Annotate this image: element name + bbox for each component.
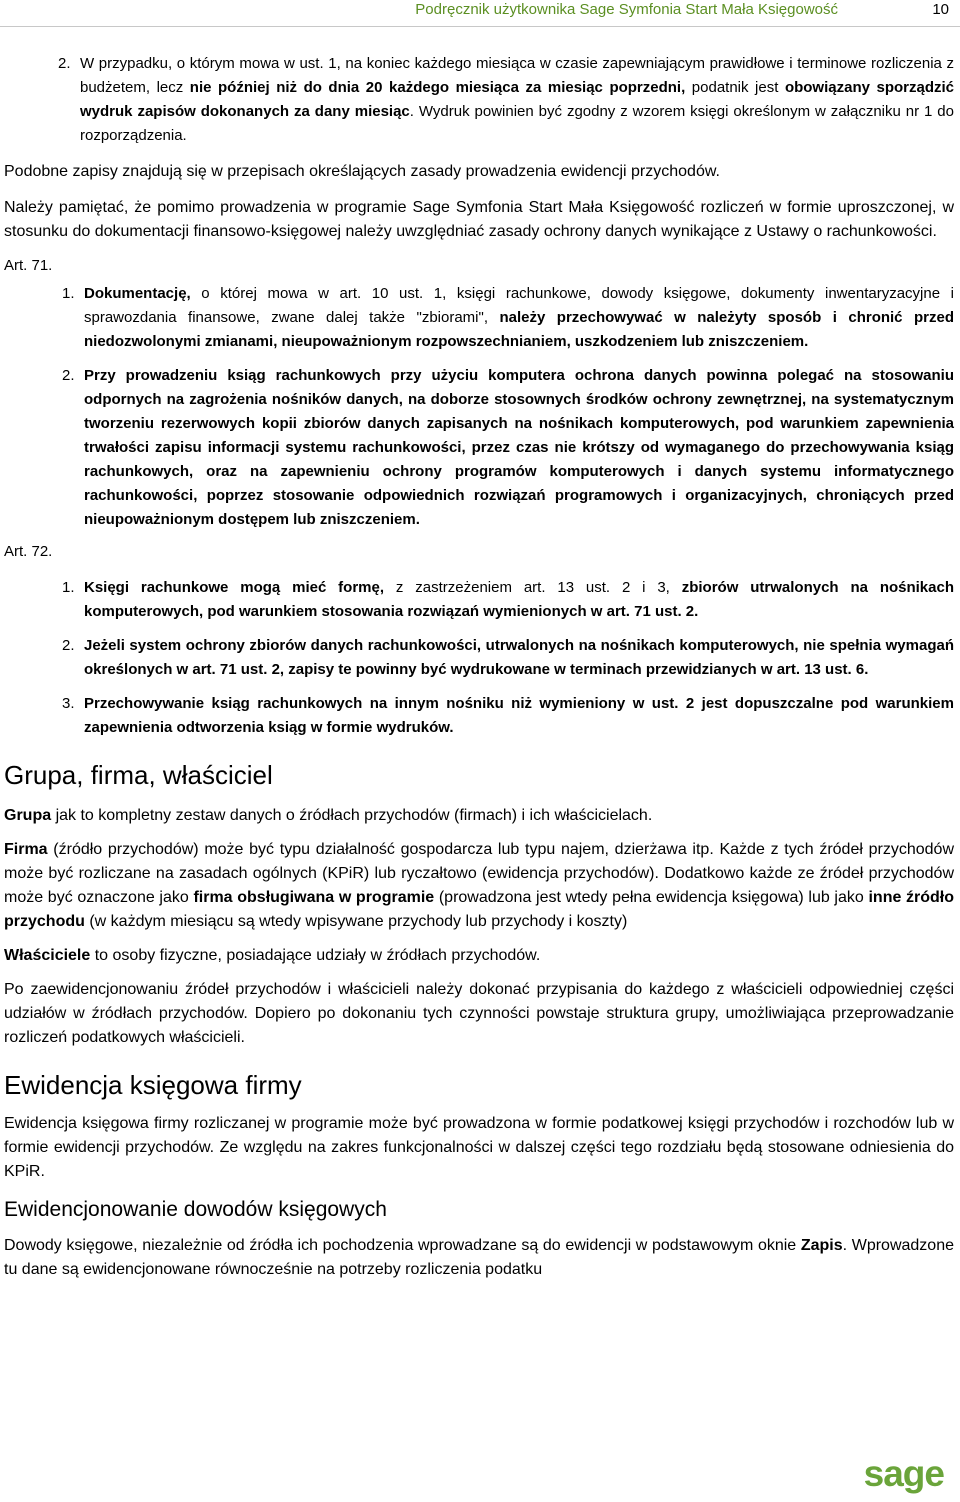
header-title: Podręcznik użytkownika Sage Symfonia Start Mała Księgowość — [415, 1, 838, 18]
bold-run: Dokumentację, — [84, 285, 191, 302]
text-run: Dowody księgowe, niezależnie od źródła ich pochodzenia wprowadzane są do ewidencji w podstawowym oknie — [4, 1237, 801, 1254]
bold-run: zbiorów utrwalonych na nośnikach komputerowych, pod warunkiem stosowania rozwiązań wymienionych w art. 71 ust. 2. — [84, 579, 955, 620]
sage-logo: sage — [863, 1453, 944, 1494]
list-number: 1. — [62, 579, 75, 596]
list-text — [84, 282, 954, 354]
article-71 — [4, 254, 954, 532]
list-number: 2. — [62, 367, 75, 384]
bold-run: należy przechowywać w należyty sposób i chronić przed niedozwolonymi zmianami, nieupoważnionym rozpowszechnianiem, uszkodzeniem lub zniszczeniem. — [84, 309, 954, 350]
article-item — [62, 576, 954, 624]
intro-list-item — [4, 52, 954, 148]
article-item — [62, 634, 954, 682]
paragraph-grupa — [4, 804, 954, 828]
list-number: 2. — [62, 637, 75, 654]
article-item — [62, 364, 954, 532]
bold-run: Zapis — [800, 1237, 843, 1254]
bold-run: Firma — [4, 841, 48, 858]
list-text — [84, 576, 954, 624]
bold-run: Grupa — [4, 807, 52, 824]
article-label: Art. 72. — [4, 543, 53, 560]
article-body — [4, 282, 954, 532]
paragraph-firma — [4, 838, 954, 934]
text-run: jak to kompletny zestaw danych o źródłach przychodów (firmach) i ich właścicielach. — [51, 807, 653, 824]
bold-run: firma obsługiwana w programie — [193, 889, 435, 906]
text-run: (źródło przychodów) może być typu działalność gospodarcza lub typu najem, dzierżawa itp. Każde z tych źródeł przychodów może być rozliczane na zasadach ogólnych (KPiR) lub ryczałtowo (ewidencja przychodów). Dodatkowo każde ze źródeł przychodów może być oznaczone jako — [4, 841, 954, 906]
paragraph-ewidencja: Ewidencja księgowa firmy rozliczanej w programie może być prowadzona w formie podatkowej księgi przychodów i rozchodów lub w formie ewidencji przychodów. Ze względu na zakres funkcjonalności w dalszej części tego rozdziału będą stosowane odniesienia do KPiR. — [4, 1115, 954, 1180]
paragraph-nalezy: Należy pamiętać, że pomimo prowadzenia w programie Sage Symfonia Start Mała Księgowość rozliczeń w formie uproszczonej, w stosunku do dokumentacji finansowo-księgowej należy uwzględniać zasady ochrony danych wynikające z Ustawy o rachunkowości. — [4, 199, 954, 240]
text-run: z zastrzeżeniem art. 13 ust. 2 i 3, — [384, 579, 682, 596]
paragraph-przypisanie: Po zaewidencjonowaniu źródeł przychodów i właścicieli należy dokonać przypisania do każdego z właścicieli odpowiedniej części udziałów w źródłach przychodów. Dopiero po dokonaniu tych czynności powstaje struktura grupy, umożliwiająca przeprowadzanie rozliczeń podatkowych właścicieli. — [4, 981, 954, 1046]
list-number: 1. — [62, 285, 75, 302]
list-text: Przy prowadzeniu ksiąg rachunkowych przy użyciu komputera ochrona danych powinna polegać na stosowaniu odpornych na zagrożenia nośników danych, na doborze stosownych środków ochrony zewnętrznej, na systematycznym tworzeniu rezerwowych kopii zbiorów danych zapisanych na nośnikach komputerowych, pod warunkiem zapewnienia trwałości zapisu informacji systemu rachunkowości, przez czas nie krótszy od wymaganego do przechowywania ksiąg rachunkowych, oraz na zapewnieniu ochrony programów komputerowych i danych systemu informatycznego rachunkowości, poprzez stosowanie odpowiednich rozwiązań programowych i organizacyjnych, chroniących przed nieupoważnionym dostępem lub zniszczeniem. — [84, 367, 954, 528]
section-heading-grupa: Grupa, firma, właściciel — [4, 760, 273, 790]
text-run: to osoby fizyczne, posiadające udziały w źródłach przychodów. — [90, 947, 541, 964]
bold-run: obowiązany sporządzić wydruk zapisów dokonanych za dany miesiąc — [80, 79, 955, 120]
text-run: W przypadku, o którym mowa w ust. 1, na koniec każdego miesiąca w czasie zapewniającym prawidłowe i terminowe rozliczenia z budżetem, lecz — [80, 55, 954, 96]
text-run: o której mowa w art. 10 ust. 1, księgi rachunkowe, dowody księgowe, dokumenty inwentaryzacyjne i sprawozdania finansowe, zwane dalej także "zbiorami", — [84, 285, 954, 326]
bold-run: Właściciele — [4, 947, 91, 964]
list-text: Przechowywanie ksiąg rachunkowych na innym nośniku niż wymieniony w ust. 2 jest dopuszczalne pod warunkiem zapewnienia odtworzenia ksiąg w formie wydruków. — [84, 695, 954, 736]
paragraph-dowody — [4, 1234, 954, 1282]
article-body — [4, 576, 954, 740]
paragraph-wlasciciele — [4, 944, 954, 968]
page-header — [0, 0, 960, 27]
text-run: (w każdym miesiącu są wtedy wpisywane przychody lub przychody i koszty) — [84, 913, 628, 930]
article-item — [62, 692, 954, 740]
page-content — [4, 52, 954, 1282]
section-heading-ewidencja: Ewidencja księgowa firmy — [4, 1070, 302, 1100]
list-number: 3. — [62, 695, 75, 712]
page-number: 10 — [932, 1, 949, 18]
list-number: 2. — [58, 55, 71, 72]
paragraph-podobne: Podobne zapisy znajdują się w przepisach określających zasady prowadzenia ewidencji przychodów. — [4, 163, 720, 180]
list-text: Jeżeli system ochrony zbiorów danych rachunkowości, utrwalonych na nośnikach komputerowych, nie spełnia wymagań określonych w art. 71 ust. 2, zapisy te powinny być wydrukowane w terminach przewidzianych w art. 13 ust. 6. — [84, 637, 954, 678]
bold-run: Księgi rachunkowe mogą mieć formę, — [84, 579, 385, 596]
article-72 — [4, 540, 954, 740]
text-run: podatnik jest — [685, 79, 785, 96]
text-run: . Wprowadzone tu dane są ewidencjonowane równocześnie na potrzeby rozliczenia podatku — [4, 1237, 954, 1278]
text-run: (prowadzona jest wtedy pełna ewidencja księgowa) lub jako — [434, 889, 869, 906]
text-run: . Wydruk powinien być zgodny z wzorem księgi określonym w załączniku nr 1 do rozporządzenia. — [80, 103, 954, 144]
bold-run: nie później niż do dnia 20 każdego miesiąca za miesiąc poprzedni, — [189, 79, 686, 96]
article-label: Art. 71. — [4, 257, 53, 274]
section-heading-dowody: Ewidencjonowanie dowodów księgowych — [4, 1198, 387, 1221]
list-text — [80, 52, 954, 148]
article-item — [62, 282, 954, 354]
bold-run: inne źródło przychodu — [4, 889, 955, 930]
